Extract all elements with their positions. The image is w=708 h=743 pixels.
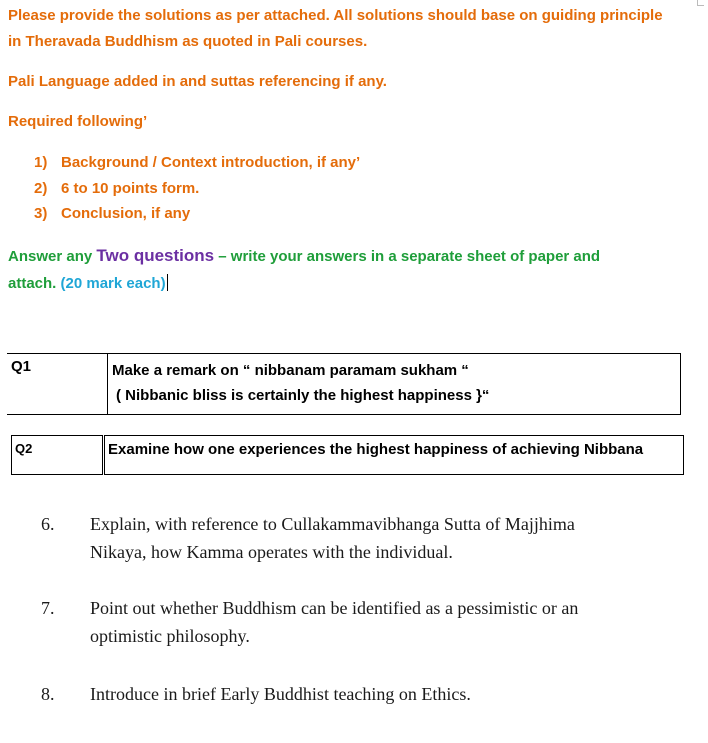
question-6 <box>41 510 681 570</box>
answer-prefix: Answer any <box>8 248 97 265</box>
question-7 <box>41 594 681 654</box>
question-line-1: Introduce in brief Early Buddhist teaching on Ethics. <box>90 684 471 704</box>
question-text <box>90 510 650 566</box>
list-item-text: 6 to 10 points form. <box>61 179 200 197</box>
question-number: 7. <box>41 598 55 618</box>
list-item-text: Conclusion, if any <box>61 205 191 222</box>
answer-marks: (20 mark each) <box>60 275 166 292</box>
question-1-table <box>7 353 681 415</box>
answer-instructions <box>8 242 698 297</box>
list-item <box>34 150 360 176</box>
question-number: 6. <box>41 514 55 534</box>
list-item <box>34 201 360 227</box>
question-line-2: Nikaya, how Kamma operates with the individual. <box>90 542 453 562</box>
answer-line2: attach. <box>8 275 61 292</box>
question-number: 8. <box>41 684 55 704</box>
list-item-number: 2) <box>34 179 48 197</box>
question-1-line-1: Make a remark on “ nibbanam paramam sukham “ <box>112 362 469 379</box>
list-item <box>34 176 360 202</box>
question-line-2: optimistic philosophy. <box>90 626 250 646</box>
question-2-text: Examine how one experiences the highest happiness of achieving Nibbana <box>104 436 684 475</box>
pali-note: Pali Language added in and suttas referencing if any. <box>8 73 387 90</box>
instructions-paragraph <box>8 3 663 55</box>
instructions-line-2: in Theravada Buddhism as quoted in Pali courses. <box>8 33 368 50</box>
answer-suffix: – write your answers in a separate sheet of paper and <box>214 248 601 265</box>
required-list <box>34 150 360 227</box>
answer-emphasis: Two questions <box>96 246 215 265</box>
question-text <box>90 594 650 650</box>
question-8 <box>41 680 681 712</box>
list-item-number: 3) <box>34 205 48 222</box>
list-item-number: 1) <box>34 154 48 171</box>
text-cursor <box>167 274 168 291</box>
question-2-table <box>11 435 684 475</box>
question-2-label: Q2 <box>12 436 104 475</box>
question-text <box>90 680 650 708</box>
list-item-text: Background / Context introduction, if any’ <box>61 154 361 171</box>
instructions-line-1: Please provide the solutions as per attached. All solutions should base on guiding principle <box>8 7 663 24</box>
question-line-1: Explain, with reference to Cullakammavibhanga Sutta of Majjhima <box>90 514 575 534</box>
question-line-1: Point out whether Buddhism can be identified as a pessimistic or an <box>90 598 579 618</box>
question-1-label: Q1 <box>7 354 108 415</box>
question-1-line-2: ( Nibbanic bliss is certainly the highest happiness }“ <box>116 387 490 404</box>
page-corner-mark <box>697 0 704 6</box>
required-heading: Required following’ <box>8 113 148 130</box>
question-1-text <box>108 354 681 415</box>
